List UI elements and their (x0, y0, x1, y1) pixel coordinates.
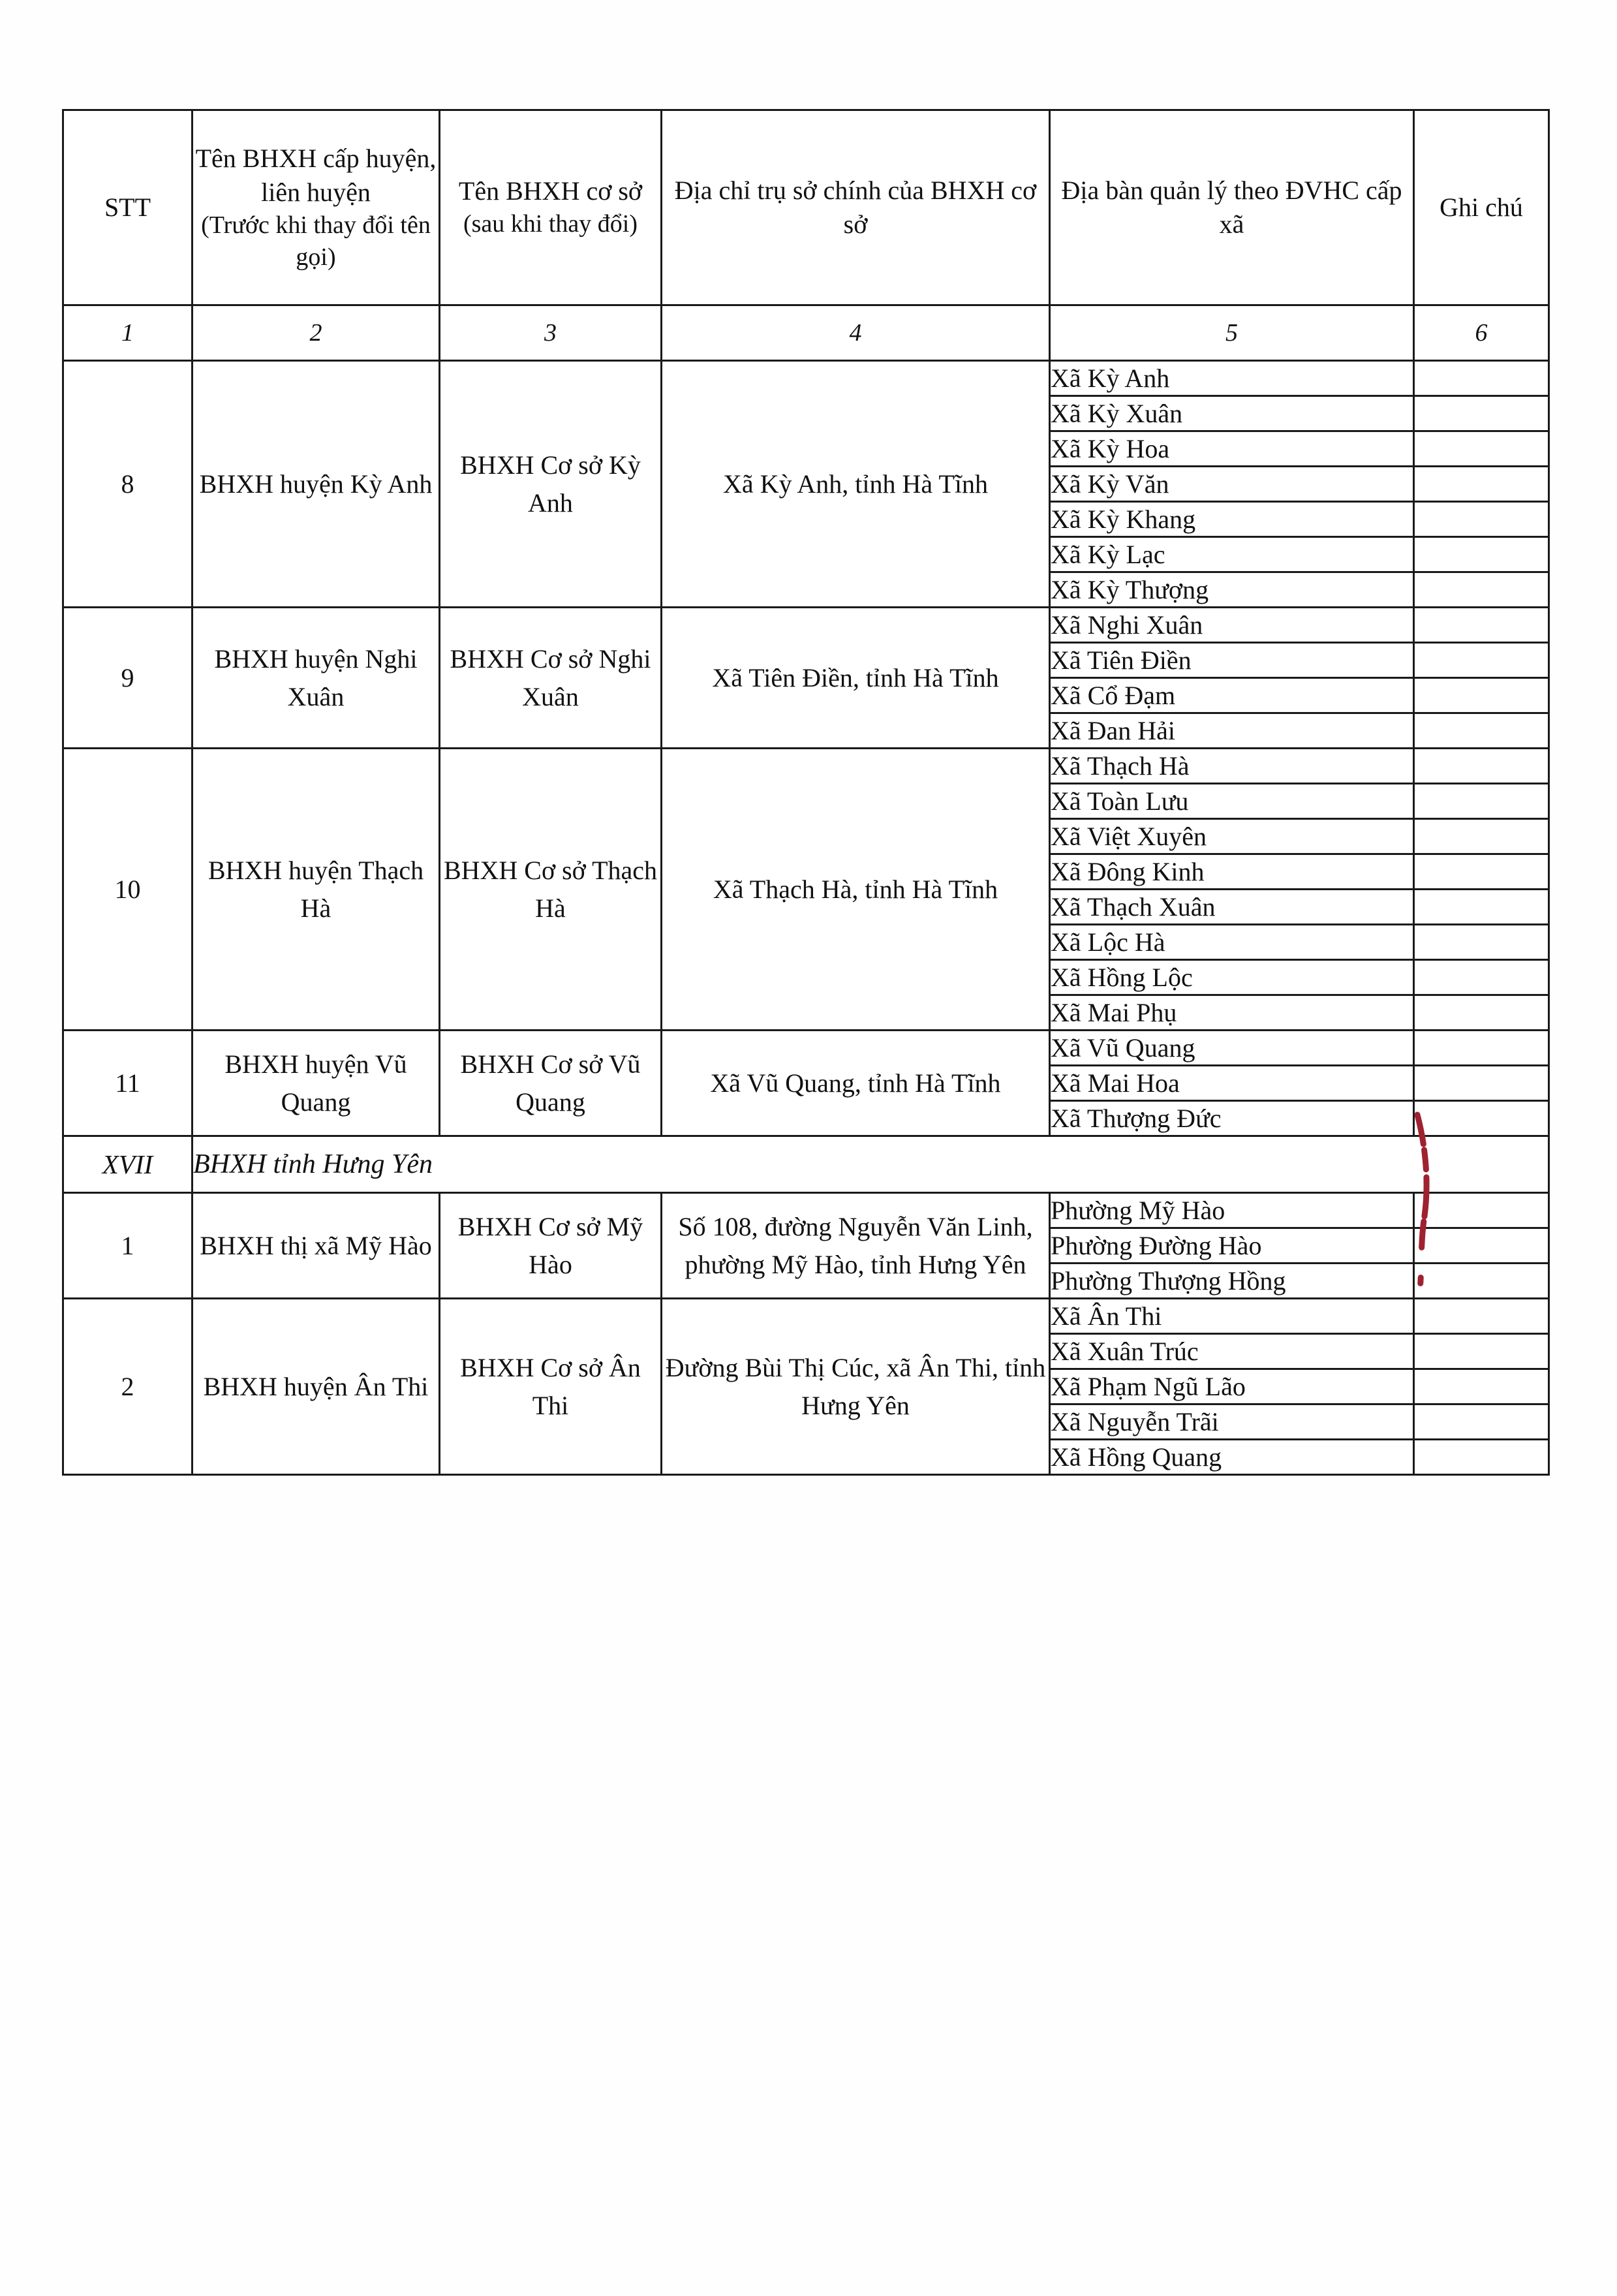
commune-cell: Phường Đường Hào (1050, 1228, 1414, 1264)
note-cell (1414, 890, 1549, 925)
row-10-new-name: BHXH Cơ sở Thạch Hà (440, 749, 662, 1031)
header-new-name-sub: (sau khi thay đổi) (463, 210, 638, 238)
commune-cell: Xã Thượng Đức (1050, 1101, 1414, 1136)
colnum-5: 5 (1050, 305, 1414, 361)
row-9-address: Xã Tiên Điền, tỉnh Hà Tĩnh (662, 608, 1050, 749)
commune-cell: Xã Hồng Lộc (1050, 960, 1414, 995)
commune-cell: Xã Hồng Quang (1050, 1440, 1414, 1475)
row-9-new-name: BHXH Cơ sở Nghi Xuân (440, 608, 662, 749)
commune-cell: Phường Mỹ Hào (1050, 1193, 1414, 1228)
colnum-6: 6 (1414, 305, 1549, 361)
note-cell (1414, 431, 1549, 467)
note-cell (1414, 854, 1549, 890)
header-old-name-main: Tên BHXH cấp huyện, liên huyện (195, 143, 437, 207)
note-cell (1414, 608, 1549, 643)
column-number-row (63, 305, 1549, 361)
note-cell (1414, 1264, 1549, 1299)
header-old-name (192, 110, 440, 305)
bhxh-table-container (62, 109, 1548, 1476)
commune-cell: Xã Kỳ Khang (1050, 502, 1414, 537)
note-cell (1414, 925, 1549, 960)
section-row-1-stt: 1 (63, 1193, 192, 1299)
row-11-new-name: BHXH Cơ sở Vũ Quang (440, 1031, 662, 1136)
header-old-name-sub: (Trước khi thay đổi tên gọi) (201, 211, 431, 271)
row-10-address: Xã Thạch Hà, tỉnh Hà Tĩnh (662, 749, 1050, 1031)
note-cell (1414, 819, 1549, 854)
section-row-2-address: Đường Bùi Thị Cúc, xã Ân Thi, tỉnh Hưng Yên (662, 1299, 1050, 1475)
note-cell (1414, 502, 1549, 537)
commune-cell: Xã Đông Kinh (1050, 854, 1414, 890)
row-9-old-name: BHXH huyện Nghi Xuân (192, 608, 440, 749)
row-8-address: Xã Kỳ Anh, tỉnh Hà Tĩnh (662, 361, 1050, 608)
note-cell (1414, 1228, 1549, 1264)
table-row (63, 1031, 1549, 1066)
bhxh-table (62, 109, 1550, 1476)
note-cell (1414, 361, 1549, 396)
commune-cell: Xã Kỳ Văn (1050, 467, 1414, 502)
commune-cell: Xã Xuân Trúc (1050, 1334, 1414, 1369)
row-10-old-name: BHXH huyện Thạch Hà (192, 749, 440, 1031)
commune-cell: Xã Kỳ Xuân (1050, 396, 1414, 431)
note-cell (1414, 1440, 1549, 1475)
note-cell (1414, 643, 1549, 678)
commune-cell: Xã Kỳ Hoa (1050, 431, 1414, 467)
note-cell (1414, 784, 1549, 819)
commune-cell: Xã Đan Hải (1050, 713, 1414, 749)
commune-cell: Xã Tiên Điền (1050, 643, 1414, 678)
header-stt: STT (63, 110, 192, 305)
commune-cell: Xã Ân Thi (1050, 1299, 1414, 1334)
section-row-1-new-name: BHXH Cơ sở Mỹ Hào (440, 1193, 662, 1299)
table-header-row (63, 110, 1549, 305)
colnum-3: 3 (440, 305, 662, 361)
section-number: XVII (63, 1136, 192, 1193)
header-new-name-main: Tên BHXH cơ sở (458, 176, 643, 206)
note-cell (1414, 396, 1549, 431)
commune-cell: Phường Thượng Hồng (1050, 1264, 1414, 1299)
row-11-stt: 11 (63, 1031, 192, 1136)
header-communes: Địa bàn quản lý theo ĐVHC cấp xã (1050, 110, 1414, 305)
note-cell (1414, 749, 1549, 784)
colnum-2: 2 (192, 305, 440, 361)
table-row (63, 1193, 1549, 1228)
table-row (63, 1299, 1549, 1334)
table-row (63, 608, 1549, 643)
commune-cell: Xã Kỳ Anh (1050, 361, 1414, 396)
section-row-1-old-name: BHXH thị xã Mỹ Hào (192, 1193, 440, 1299)
note-cell (1414, 1369, 1549, 1404)
commune-cell: Xã Mai Hoa (1050, 1066, 1414, 1101)
note-cell (1414, 1066, 1549, 1101)
row-11-old-name: BHXH huyện Vũ Quang (192, 1031, 440, 1136)
note-cell (1414, 1031, 1549, 1066)
note-cell (1414, 1404, 1549, 1440)
row-8-stt: 8 (63, 361, 192, 608)
section-row-1-address: Số 108, đường Nguyễn Văn Linh, phường Mỹ Hào, tỉnh Hưng Yên (662, 1193, 1050, 1299)
note-cell (1414, 678, 1549, 713)
header-note: Ghi chú (1414, 110, 1549, 305)
section-row-2-stt: 2 (63, 1299, 192, 1475)
note-cell (1414, 995, 1549, 1031)
note-cell (1414, 537, 1549, 572)
row-9-stt: 9 (63, 608, 192, 749)
commune-cell: Xã Vũ Quang (1050, 1031, 1414, 1066)
section-row-2-old-name: BHXH huyện Ân Thi (192, 1299, 440, 1475)
row-10-stt: 10 (63, 749, 192, 1031)
note-cell (1414, 1299, 1549, 1334)
commune-cell: Xã Thạch Hà (1050, 749, 1414, 784)
commune-cell: Xã Kỳ Lạc (1050, 537, 1414, 572)
table-row (63, 361, 1549, 396)
commune-cell: Xã Nghi Xuân (1050, 608, 1414, 643)
commune-cell: Xã Mai Phụ (1050, 995, 1414, 1031)
section-header-row (63, 1136, 1549, 1193)
commune-cell: Xã Thạch Xuân (1050, 890, 1414, 925)
commune-cell: Xã Nguyễn Trãi (1050, 1404, 1414, 1440)
colnum-4: 4 (662, 305, 1050, 361)
commune-cell: Xã Kỳ Thượng (1050, 572, 1414, 608)
note-cell (1414, 572, 1549, 608)
note-cell (1414, 960, 1549, 995)
note-cell (1414, 1101, 1549, 1136)
section-row-2-new-name: BHXH Cơ sở Ân Thi (440, 1299, 662, 1475)
header-new-name (440, 110, 662, 305)
note-cell (1414, 467, 1549, 502)
commune-cell: Xã Lộc Hà (1050, 925, 1414, 960)
commune-cell: Xã Toàn Lưu (1050, 784, 1414, 819)
commune-cell: Xã Phạm Ngũ Lão (1050, 1369, 1414, 1404)
header-address: Địa chỉ trụ sở chính của BHXH cơ sở (662, 110, 1050, 305)
commune-cell: Xã Việt Xuyên (1050, 819, 1414, 854)
row-8-new-name: BHXH Cơ sở Kỳ Anh (440, 361, 662, 608)
row-8-old-name: BHXH huyện Kỳ Anh (192, 361, 440, 608)
row-11-address: Xã Vũ Quang, tỉnh Hà Tĩnh (662, 1031, 1050, 1136)
table-row (63, 749, 1549, 784)
colnum-1: 1 (63, 305, 192, 361)
note-cell (1414, 1193, 1549, 1228)
note-cell (1414, 1334, 1549, 1369)
commune-cell: Xã Cổ Đạm (1050, 678, 1414, 713)
note-cell (1414, 713, 1549, 749)
section-title: BHXH tỉnh Hưng Yên (192, 1136, 1549, 1193)
